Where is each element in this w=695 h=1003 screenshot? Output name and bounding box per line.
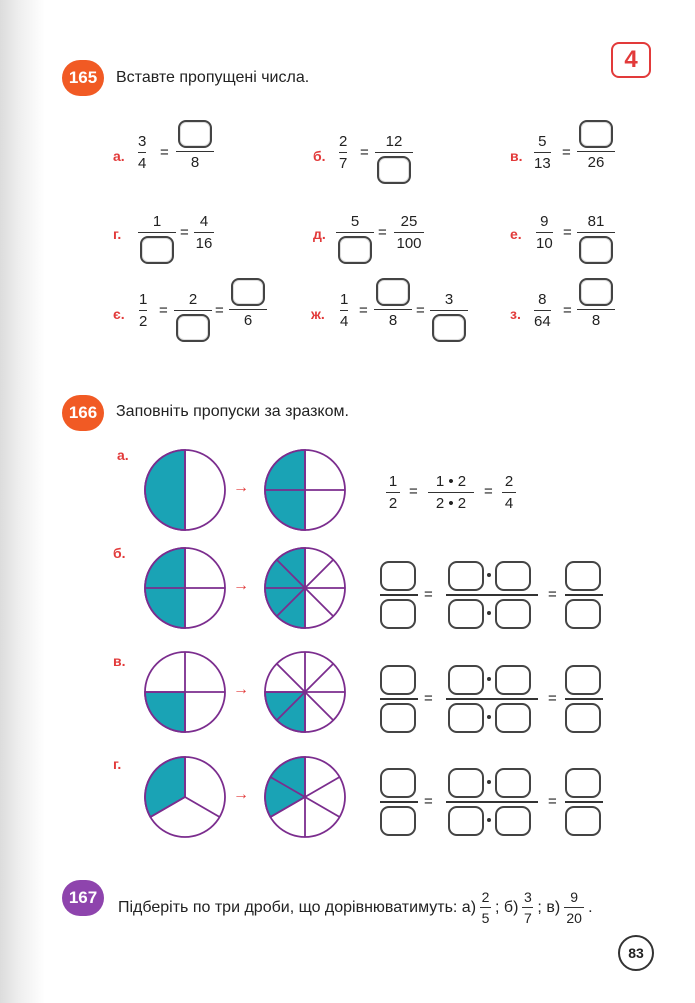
equals: = bbox=[548, 690, 557, 707]
fraction-bar bbox=[446, 801, 538, 803]
answer-box[interactable] bbox=[495, 561, 531, 591]
answer-box[interactable] bbox=[380, 599, 416, 629]
equals: = bbox=[562, 144, 571, 161]
equals: = bbox=[215, 302, 224, 319]
answer-box[interactable] bbox=[448, 768, 484, 798]
denominator: 4 bbox=[138, 155, 147, 173]
task-166-number: 166 bbox=[68, 403, 98, 422]
denominator: 10 bbox=[536, 235, 553, 253]
fraction-bar bbox=[565, 801, 603, 803]
answer-box[interactable] bbox=[495, 768, 531, 798]
numerator: 3 bbox=[524, 889, 532, 905]
fraction bbox=[502, 474, 516, 511]
equals: = bbox=[409, 483, 418, 500]
multiply-dot bbox=[487, 611, 491, 615]
fraction bbox=[386, 474, 400, 511]
numerator: 81 bbox=[587, 213, 605, 230]
fraction-bar bbox=[380, 594, 418, 596]
numerator: 3 bbox=[444, 291, 454, 308]
arrow-right-icon: → bbox=[233, 786, 249, 803]
item-label: е. bbox=[510, 226, 522, 242]
multiply-dot bbox=[487, 573, 491, 577]
fraction bbox=[522, 890, 533, 925]
denominator: 16 bbox=[195, 235, 213, 253]
denominator: 8 bbox=[190, 154, 200, 172]
task-167-text bbox=[118, 890, 593, 925]
answer-box[interactable] bbox=[380, 806, 416, 836]
denominator: 7 bbox=[339, 155, 348, 173]
numerator: 3 bbox=[138, 133, 147, 150]
denominator: 2 bbox=[388, 495, 398, 513]
numerator: 2 bbox=[504, 473, 514, 490]
denominator: 2 • 2 bbox=[435, 495, 467, 513]
numerator: 1 bbox=[139, 291, 148, 308]
equals: = bbox=[359, 302, 368, 319]
numerator: 9 bbox=[570, 889, 579, 905]
fraction-bar bbox=[565, 698, 603, 700]
equals: = bbox=[548, 793, 557, 810]
denominator: 5 bbox=[481, 910, 490, 927]
answer-box[interactable] bbox=[565, 599, 601, 629]
equals: = bbox=[484, 483, 493, 500]
answer-box[interactable] bbox=[380, 561, 416, 591]
page-number-text: 83 bbox=[628, 945, 644, 961]
numerator: 5 bbox=[538, 133, 547, 150]
item-label: г. bbox=[113, 226, 122, 242]
multiply-dot bbox=[487, 780, 491, 784]
equals: = bbox=[378, 224, 387, 241]
equals: = bbox=[159, 302, 168, 319]
numerator: 12 bbox=[385, 133, 403, 150]
unit-number: 4 bbox=[624, 46, 638, 73]
denominator: 20 bbox=[566, 910, 582, 927]
fraction-bar bbox=[380, 698, 418, 700]
numerator: 4 bbox=[199, 213, 209, 230]
numerator: 8 bbox=[538, 291, 547, 308]
task-167-number: 167 bbox=[68, 888, 98, 907]
task-167-badge bbox=[62, 880, 104, 916]
item-label: з. bbox=[510, 306, 521, 322]
denominator: 64 bbox=[534, 313, 551, 331]
denominator: 13 bbox=[534, 155, 551, 173]
answer-box[interactable] bbox=[565, 768, 601, 798]
page-number bbox=[618, 935, 654, 971]
equals: = bbox=[424, 586, 433, 603]
answer-box[interactable] bbox=[495, 599, 531, 629]
period: . bbox=[588, 898, 593, 916]
numerator: 9 bbox=[540, 213, 549, 230]
item-label: б. bbox=[313, 148, 326, 164]
numerator: 1 bbox=[340, 291, 349, 308]
answer-box[interactable] bbox=[380, 768, 416, 798]
answer-box[interactable] bbox=[495, 703, 531, 733]
answer-box[interactable] bbox=[495, 806, 531, 836]
row-label: г. bbox=[113, 756, 122, 772]
equals: = bbox=[360, 144, 369, 161]
answer-box[interactable] bbox=[565, 806, 601, 836]
fraction-bar bbox=[380, 801, 418, 803]
equals: = bbox=[180, 224, 189, 241]
fraction-bar bbox=[565, 594, 603, 596]
multiply-dot bbox=[487, 818, 491, 822]
arrow-right-icon: → bbox=[233, 681, 249, 698]
item-label: є. bbox=[113, 306, 125, 322]
numerator: 1 bbox=[152, 213, 162, 230]
answer-box[interactable] bbox=[380, 665, 416, 695]
equals: = bbox=[424, 793, 433, 810]
denominator: 100 bbox=[396, 235, 422, 253]
answer-box[interactable] bbox=[565, 703, 601, 733]
denominator: 8 bbox=[591, 312, 601, 330]
multiply-dot bbox=[487, 715, 491, 719]
numerator: 25 bbox=[400, 213, 418, 230]
task-166-text: Заповніть пропуски за зразком. bbox=[116, 403, 349, 420]
circle-a-left-shaded bbox=[145, 450, 185, 530]
numerator: 5 bbox=[350, 213, 360, 230]
denominator: 8 bbox=[388, 312, 398, 330]
arrow-right-icon: → bbox=[233, 577, 249, 594]
item-label: а. bbox=[113, 148, 125, 164]
answer-box[interactable] bbox=[565, 561, 601, 591]
equals: = bbox=[424, 690, 433, 707]
row-label: б. bbox=[113, 545, 126, 561]
answer-box[interactable] bbox=[448, 665, 484, 695]
label-b: ; б) bbox=[495, 898, 519, 916]
row-label: а. bbox=[117, 447, 129, 463]
numerator: 1 bbox=[388, 473, 398, 490]
numerator: 2 bbox=[339, 133, 348, 150]
equals: = bbox=[548, 586, 557, 603]
fraction bbox=[480, 890, 491, 925]
fraction-bar bbox=[446, 698, 538, 700]
equals: = bbox=[563, 224, 572, 241]
numerator: 2 bbox=[481, 889, 490, 905]
item-label: ж. bbox=[311, 306, 325, 322]
row-label: в. bbox=[113, 653, 126, 669]
arrow-right-icon: → bbox=[233, 479, 249, 496]
multiply-dot bbox=[487, 677, 491, 681]
equals: = bbox=[416, 302, 425, 319]
answer-box[interactable] bbox=[448, 806, 484, 836]
answer-box[interactable] bbox=[448, 703, 484, 733]
fraction bbox=[428, 474, 474, 511]
denominator: 6 bbox=[243, 312, 253, 330]
denominator: 4 bbox=[340, 313, 349, 331]
numerator: 2 bbox=[188, 291, 198, 308]
denominator: 26 bbox=[587, 154, 605, 172]
item-label: в. bbox=[510, 148, 523, 164]
answer-box[interactable] bbox=[448, 599, 484, 629]
equals: = bbox=[563, 302, 572, 319]
denominator: 2 bbox=[139, 313, 148, 331]
equals: = bbox=[160, 144, 169, 161]
task-165-text: Вставте пропущені числа. bbox=[116, 69, 310, 86]
answer-box[interactable] bbox=[565, 665, 601, 695]
task-165-number: 165 bbox=[68, 68, 98, 87]
fraction bbox=[564, 890, 584, 925]
task-167-instruction: Підберіть по три дроби, що дорівнюватимуть: а) bbox=[118, 898, 477, 916]
answer-box[interactable] bbox=[495, 665, 531, 695]
numerator: 1 • 2 bbox=[435, 473, 467, 490]
answer-box[interactable] bbox=[380, 703, 416, 733]
answer-box[interactable] bbox=[448, 561, 484, 591]
denominator: 4 bbox=[504, 495, 514, 513]
fraction-bar bbox=[446, 594, 538, 596]
item-label: д. bbox=[313, 226, 326, 242]
label-c: ; в) bbox=[537, 898, 561, 916]
denominator: 7 bbox=[524, 910, 532, 927]
